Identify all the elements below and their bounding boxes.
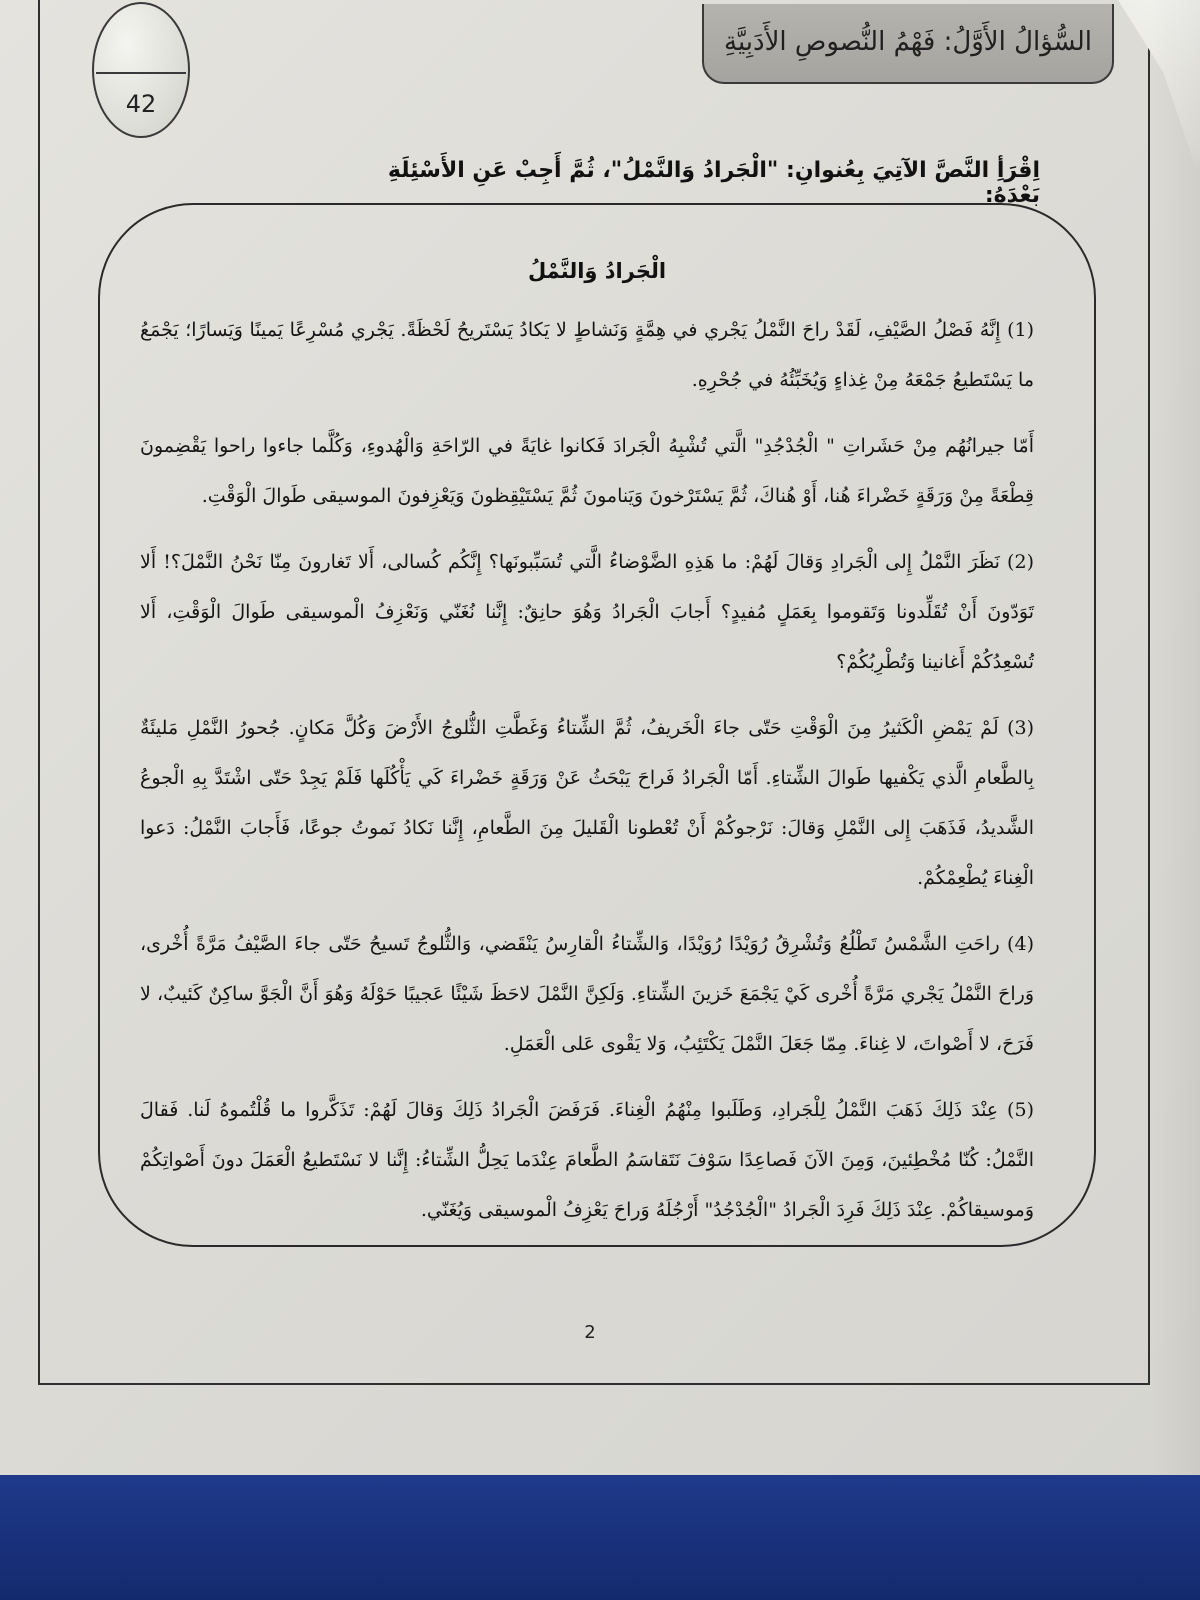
paragraph-2: (2) نَظَرَ النَّمْلُ إِلى الْجَرادِ وَقالَ لَهُمْ: ما هَذِهِ الضَّوْضاءُ الَّتي تُسَبِّبونَها؟ إِنَّكُم كُسالى، أَلا تَغارونَ مِنّا نَحْنُ النَّمْلَ؟! أَلا تَوَدّونَ أَنْ تُقَلِّدونا وَتَقوموا بِعَمَلٍ مُفيدٍ؟ أَجابَ الْجَرادُ وَهُوَ حانِقٌ: إِنَّنا نُغَنّي وَنَعْزِفُ الْموسيقى طَوالَ الْوَقْتِ، أَلا تُسْعِدُكُمْ أَغانينا وَتُطْرِبُكُمْ؟ (140, 551, 1034, 673)
badge-number: 42 (125, 90, 157, 118)
paper-edge-shadow (1150, 0, 1200, 1475)
passage-body (140, 305, 1034, 1251)
paragraph-1: (1) إِنَّهُ فَصْلُ الصَّيْفِ، لَقَدْ راحَ النَّمْلُ يَجْري في هِمَّةٍ وَنَشاطٍ لا يَكادُ يَسْتَريحُ لَحْظَةً. يَجْري مُسْرِعًا يَمينًا وَيَسارًا؛ يَجْمَعُ ما يَسْتَطيعُ جَمْعَهُ مِنْ غِذاءٍ وَيُخَبِّئُهُ في جُحْرِهِ. (140, 319, 1034, 391)
instruction-text: اِقْرَأِ النَّصَّ الآتِيَ بِعُنوانِ: "الْجَرادُ وَالنَّمْلُ"، ثُمَّ أَجِبْ عَنِ الأَسْئِلَةِ بَعْدَهُ: (387, 158, 1040, 208)
passage-title: الْجَرادُ وَالنَّمْلُ (527, 259, 667, 283)
page-number-badge (92, 2, 190, 138)
desk-surface (0, 1475, 1200, 1600)
paragraph-3: (3) لَمْ يَمْضِ الْكَثيرُ مِنَ الْوَقْتِ حَتّى جاءَ الْخَريفُ، ثُمَّ الشِّتاءُ وَغَطَّتِ الثُّلوجُ الأَرْضَ وَكُلَّ مَكانٍ. جُحورُ النَّمْلِ مَليئَةٌ بِالطَّعامِ الَّذي يَكْفيها طَوالَ الشِّتاءِ. أَمّا الْجَرادُ فَراحَ يَبْحَثُ عَنْ وَرَقَةٍ خَضْراءَ كَي يَأْكُلَها فَلَمْ يَجِدْ حَتّى اشْتَدَّ بِهِ الْجوعُ الشَّديدُ، فَذَهَبَ إِلى النَّمْلِ وَقالَ: نَرْجوكُمْ أَنْ تُعْطونا الْقَليلَ مِنَ الطَّعامِ، إِنَّنا نَكادُ نَموتُ جوعًا، فَأَجابَ النَّمْلُ: دَعوا الْغِناءَ يُطْعِمْكُمْ. (140, 717, 1034, 889)
footer-page-number: 2 (584, 1322, 596, 1343)
badge-divider (96, 72, 186, 74)
paragraph-4: (4) راحَتِ الشَّمْسُ تَطْلُعُ وَتُشْرِقُ رُوَيْدًا رُوَيْدًا، وَالشِّتاءُ الْقارِسُ يَنْقَضي، وَالثُّلوجُ تَسيحُ حَتّى جاءَ الصَّيْفُ مَرَّةً أُخْرى، وَراحَ النَّمْلُ يَجْري مَرَّةً أُخْرى كَيْ يَجْمَعَ خَزينَ الشِّتاءِ. وَلَكِنَّ النَّمْلَ لاحَظَ شَيْئًا عَجيبًا حَوْلَهُ وَهُوَ أَنَّ الْجَوَّ ساكِنٌ كَئيبٌ، لا فَرَحَ، لا أَصْواتَ، لا غِناءَ. مِمّا جَعَلَ النَّمْلَ يَكْتَئِبُ، وَلا يَقْوى عَلى الْعَمَلِ. (140, 933, 1034, 1055)
section-title: السُّؤالُ الأَوَّلُ: فَهْمُ النُّصوصِ الأَدَبِيَّةِ (702, 4, 1114, 84)
paragraph-5: (5) عِنْدَ ذَلِكَ ذَهَبَ النَّمْلُ لِلْجَرادِ، وَطَلَبوا مِنْهُمُ الْغِناءَ. فَرَفَضَ الْجَرادُ ذَلِكَ وَقالَ لَهُمْ: تَذَكَّروا ما قُلْتُموهُ لَنا. فَقالَ النَّمْلُ: كُنّا مُخْطِئينَ، وَمِنَ الآنَ فَصاعِدًا سَوْفَ نَتَقاسَمُ الطَّعامَ عِنْدَما يَحِلُّ الشِّتاءُ: إِنَّنا لا نَسْتَطيعُ الْعَمَلَ دونَ أَصْواتِكُمْ وَموسيقاكُمْ. عِنْدَ ذَلِكَ فَرِدَ الْجَرادُ "الْجُدْجُدُ" أَرْجُلَهُ وَراحَ يَعْزِفُ الْموسيقى وَيُغَنّي. (140, 1099, 1034, 1221)
passage-box (98, 203, 1096, 1247)
paragraph-1b: أَمّا جيرانُهُم مِنْ حَشَراتِ " الْجُدْجُدِ" الَّتي تُشْبِهُ الْجَرادَ فَكانوا غايَةً في الرّاحَةِ وَالْهُدوءِ، وَكُلَّما جاءوا راحوا يَقْضِمونَ قِطْعَةً مِنْ وَرَقَةٍ خَضْراءَ هُنا، أَوْ هُناكَ، ثُمَّ يَسْتَرْخونَ وَيَنامونَ ثُمَّ يَسْتَيْقِظونَ وَيَعْزِفونَ الموسيقى طَوالَ الْوَقْتِ. (140, 435, 1034, 507)
